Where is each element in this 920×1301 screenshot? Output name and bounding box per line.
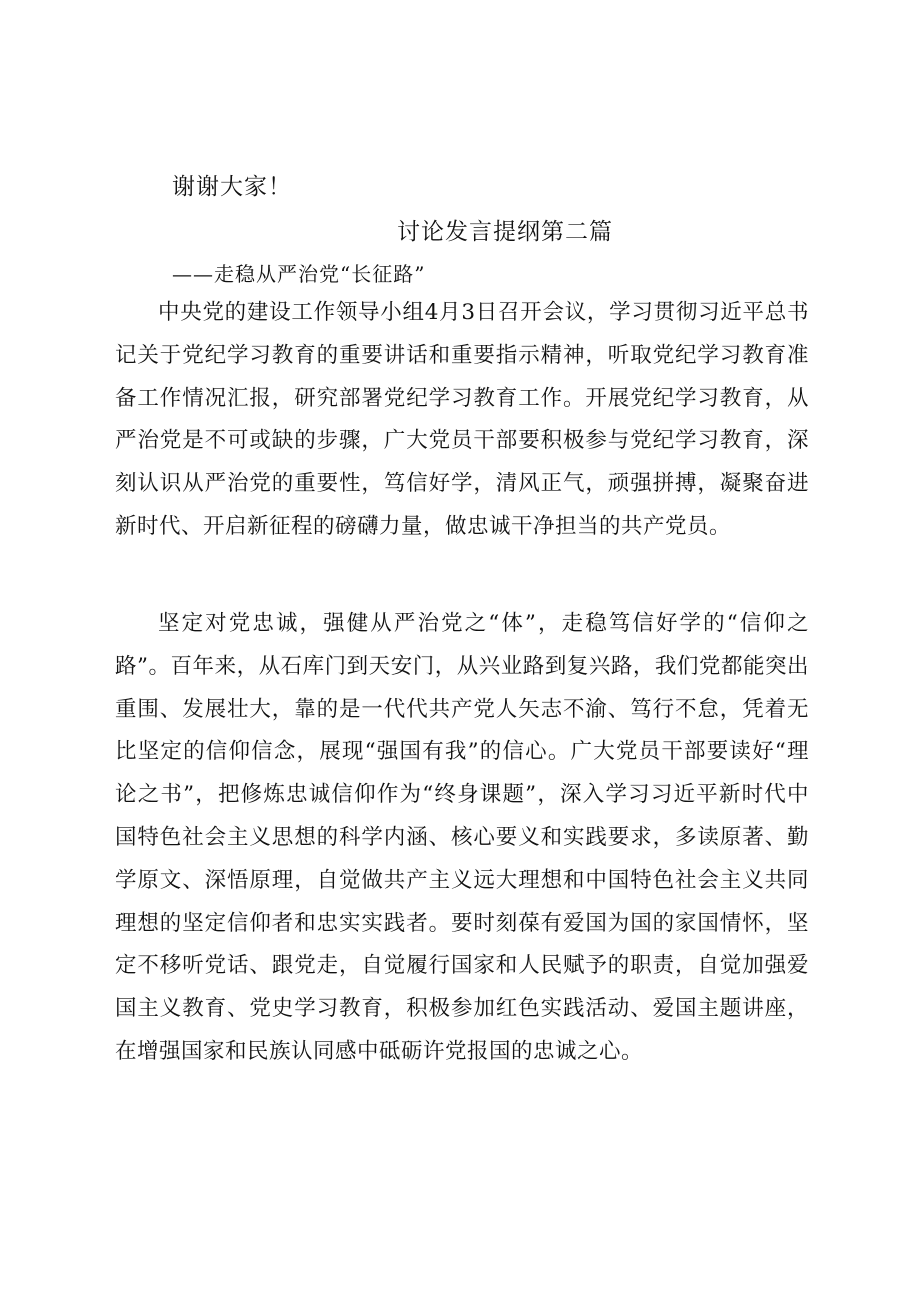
paragraph-1: 中央党的建设工作领导小组4月3日召开会议，学习贯彻习近平总书记关于党纪学习教育的重要讲话和重要指示精神，听取党纪学习教育准备工作情况汇报，研究部署党纪学习教育工作。开展党纪学习教育，从严治党是不可或缺的步骤，广大党员干部要积极参与党纪学习教育，深刻认识从严治党的重要性，笃信好学，清风正气，顽强拼搏，凝聚奋进新时代、开启新征程的磅礴力量，做忠诚干净担当的共产党员。 <box>115 300 809 539</box>
section-subtitle: ——走稳从严治党“长征路” <box>172 262 426 286</box>
paragraph-2: 坚定对党忠诚，强健从严治党之“体”，走稳笃信好学的“信仰之路”。百年来，从石库门到天安门，从兴业路到复兴路，我们党都能突出重围、发展壮大，靠的是一代代共产党人矢志不渝、笃行不怠，凭着无比坚定的信仰信念，展现“强国有我”的信心。广大党员干部要读好“理论之书”，把修炼忠诚信仰作为“终身课题”，深入学习习近平新时代中国特色社会主义思想的科学内涵、核心要义和实践要求，多读原著、勤学原文、深悟原理，自觉做共产主义远大理想和中国特色社会主义共同理想的坚定信仰者和忠实实践者。要时刻葆有爱国为国的家国情怀，坚定不移听党话、跟党走，自觉履行国家和人民赋予的职责，自觉加强爱国主义教育、党史学习教育，积极参加红色实践活动、爱国主题讲座，在增强国家和民族认同感中砥砺许党报国的忠诚之心。 <box>115 611 809 1064</box>
closing-line: 谢谢大家！ <box>172 174 292 200</box>
section-title: 讨论发言提纲第二篇 <box>397 219 613 245</box>
